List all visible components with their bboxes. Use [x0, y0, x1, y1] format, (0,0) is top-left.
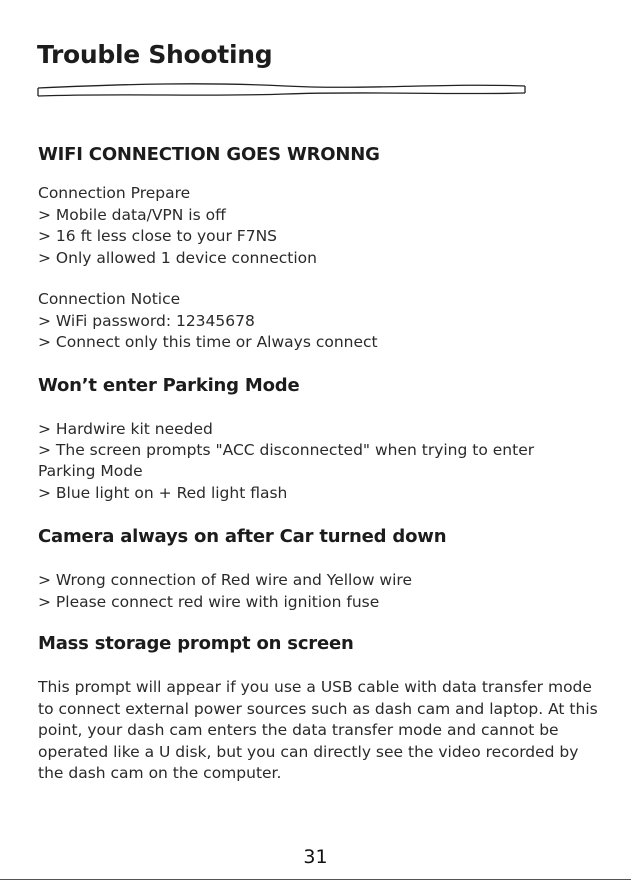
list-item: > Mobile data/VPN is off [38, 206, 226, 224]
list-item: > Please connect red wire with ignition fuse [38, 593, 380, 611]
section-heading-storage: Mass storage prompt on screen [38, 633, 354, 654]
list-item: > Hardwire kit needed [38, 420, 213, 438]
list-item: Parking Mode [38, 462, 143, 480]
list-item: > Blue light on + Red light flash [38, 484, 288, 502]
list-item: > Only allowed 1 device connection [38, 249, 317, 267]
bottom-rule [0, 879, 631, 880]
connection-prepare-title: Connection Prepare [38, 184, 191, 202]
section-heading-wifi: WIFI CONNECTION GOES WRONNG [38, 144, 380, 165]
storage-paragraph: This prompt will appear if you use a USB cable with data transfer mode to connect external power sources such as dash cam and laptop. At this point, your dash cam enters the data transfer mode and cannot be operated like a U disk, but you can directly see the video recorded by the dash cam on the computer. [38, 678, 598, 782]
list-item: > WiFi password: 12345678 [38, 312, 255, 330]
page-title: Trouble Shooting [37, 40, 273, 69]
page-number: 31 [303, 846, 328, 868]
list-item: > The screen prompts "ACC disconnected" when trying to enter [38, 441, 535, 459]
wavy-divider [35, 80, 530, 102]
section-heading-camera: Camera always on after Car turned down [38, 526, 447, 547]
list-item: > 16 ft less close to your F7NS [38, 227, 278, 245]
list-item: > Connect only this time or Always connect [38, 333, 378, 351]
section-heading-parking: Won’t enter Parking Mode [38, 375, 300, 396]
connection-notice-title: Connection Notice [38, 290, 181, 308]
list-item: > Wrong connection of Red wire and Yellow wire [38, 571, 412, 589]
